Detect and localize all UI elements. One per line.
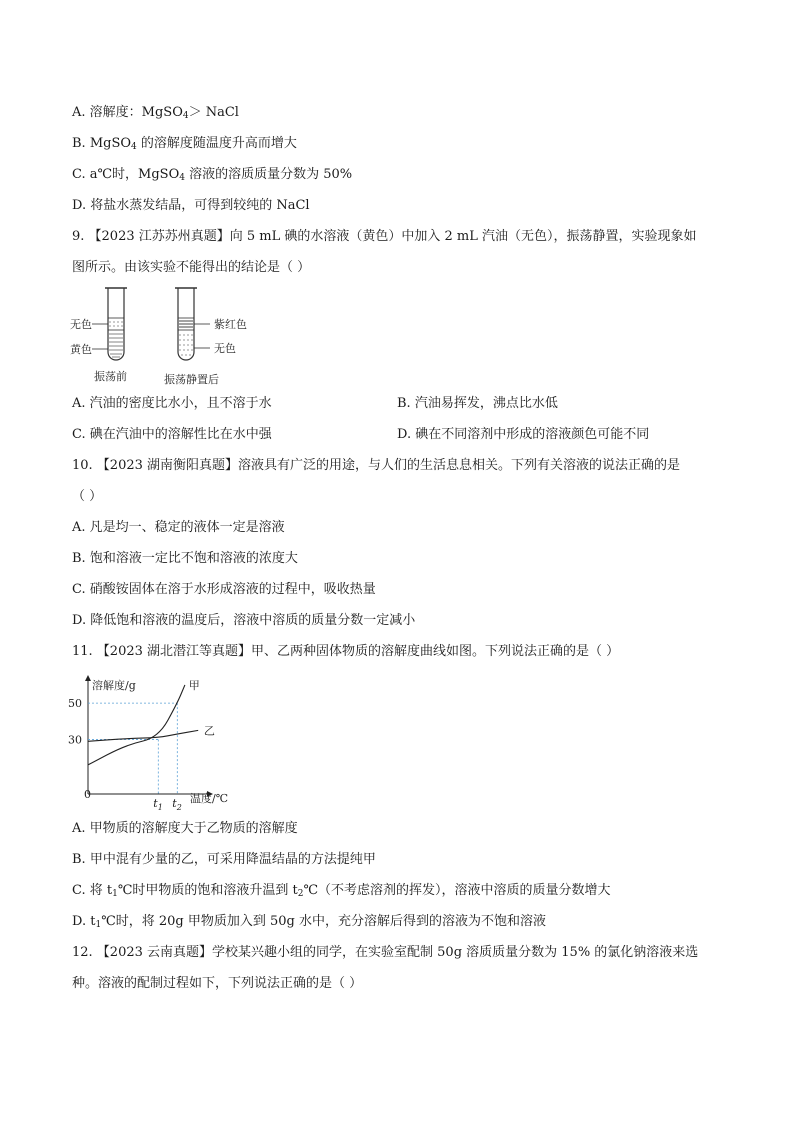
q9-stem-line2: 图所示。由该实验不能得出的结论是（ ） xyxy=(72,260,311,275)
q9-test-tube-figure xyxy=(66,282,266,388)
q9-option-d: D. 碘在不同溶剂中形成的溶液颜色可能不同 xyxy=(397,427,650,442)
q8-option-c: C. a℃时，MgSO$_4$ 溶液的溶质质量分数为 50% xyxy=(72,167,353,183)
q9-option-c: C. 碘在汽油中的溶解性比在水中强 xyxy=(72,427,272,442)
q10-option-d: D. 降低饱和溶液的温度后，溶液中溶质的质量分数一定减小 xyxy=(72,613,416,628)
curve-jia xyxy=(88,685,185,765)
y-axis-label: 溶解度/g xyxy=(92,679,136,692)
test-tube-after xyxy=(175,288,210,360)
right-bottom-label: 无色 xyxy=(214,342,236,355)
left-top-label: 无色 xyxy=(70,318,92,331)
x-axis-label: 温度/℃ xyxy=(190,792,229,805)
series-label-yi: 乙 xyxy=(203,724,215,738)
test-tube-before xyxy=(92,288,127,360)
y-tick-label-50: 50 xyxy=(68,697,82,711)
q9-stem-line1: 9. 【2023 江苏苏州真题】向 5 mL 碘的水溶液（黄色）中加入 2 mL 汽油（无色），振荡静置，实验现象如 xyxy=(72,229,697,244)
q11-option-d: D. $t_1℃$时，将 20g 甲物质加入到 50g 水中，充分溶解后得到的溶液为不饱和溶液 xyxy=(72,914,546,930)
q9-option-a: A. 汽油的密度比水小，且不溶于水 xyxy=(72,396,272,411)
q8-option-d: D. 将盐水蒸发结晶，可得到较纯的 NaCl xyxy=(72,198,310,213)
q11-option-c: C. 将 $t_1℃$时甲物质的饱和溶液升温到 $t_2℃$（不考虑溶剂的挥发），溶液中溶质的质量分数增大 xyxy=(72,883,611,899)
left-bottom-label: 黄色 xyxy=(70,343,92,356)
q9-option-b: B. 汽油易挥发，沸点比水低 xyxy=(397,396,558,411)
q10-stem-line2: （ ） xyxy=(72,489,103,504)
q10-option-c: C. 硝酸铵固体在溶于水形成溶液的过程中，吸收热量 xyxy=(72,582,376,597)
y-tick-label-30: 30 xyxy=(68,733,82,747)
q10-option-a: A. 凡是均一、稳定的液体一定是溶液 xyxy=(72,520,285,535)
q8-option-b: B. MgSO$_4$ 的溶解度随温度升高而增大 xyxy=(72,136,297,152)
q8-option-a: A. 溶解度：MgSO$_4$＞ NaCl xyxy=(72,105,239,121)
solubility-chart xyxy=(66,672,256,812)
series-label-jia: 甲 xyxy=(188,678,200,692)
origin-label: 0 xyxy=(84,788,91,801)
right-caption: 振荡静置后 xyxy=(164,373,219,386)
q10-option-b: B. 饱和溶液一定比不饱和溶液的浓度大 xyxy=(72,551,298,566)
curve-yi xyxy=(88,730,198,741)
q12-stem-line2: 种。溶液的配制过程如下，下列说法正确的是（ ） xyxy=(72,976,363,991)
q11-option-b: B. 甲中混有少量的乙，可采用降温结晶的方法提纯甲 xyxy=(72,852,376,867)
q11-stem: 11. 【2023 湖北潜江等真题】甲、乙两种固体物质的溶解度曲线如图。下列说法正确的是（ ） xyxy=(72,644,620,659)
x-tick-label-t1: $t_1$ xyxy=(153,797,163,812)
q10-stem-line1: 10. 【2023 湖南衡阳真题】溶液具有广泛的用途，与人们的生活息息相关。下列有关溶液的说法正确的是 xyxy=(72,458,681,473)
q11-option-a: A. 甲物质的溶解度大于乙物质的溶解度 xyxy=(72,821,298,836)
left-caption: 振荡前 xyxy=(94,370,127,383)
q12-stem-line1: 12. 【2023 云南真题】学校某兴趣小组的同学，在实验室配制 50g 溶质质量分数为 15% 的氯化钠溶液来选 xyxy=(72,945,699,960)
x-tick-label-t2: $t_2$ xyxy=(172,797,182,812)
right-top-label: 紫红色 xyxy=(214,318,247,331)
